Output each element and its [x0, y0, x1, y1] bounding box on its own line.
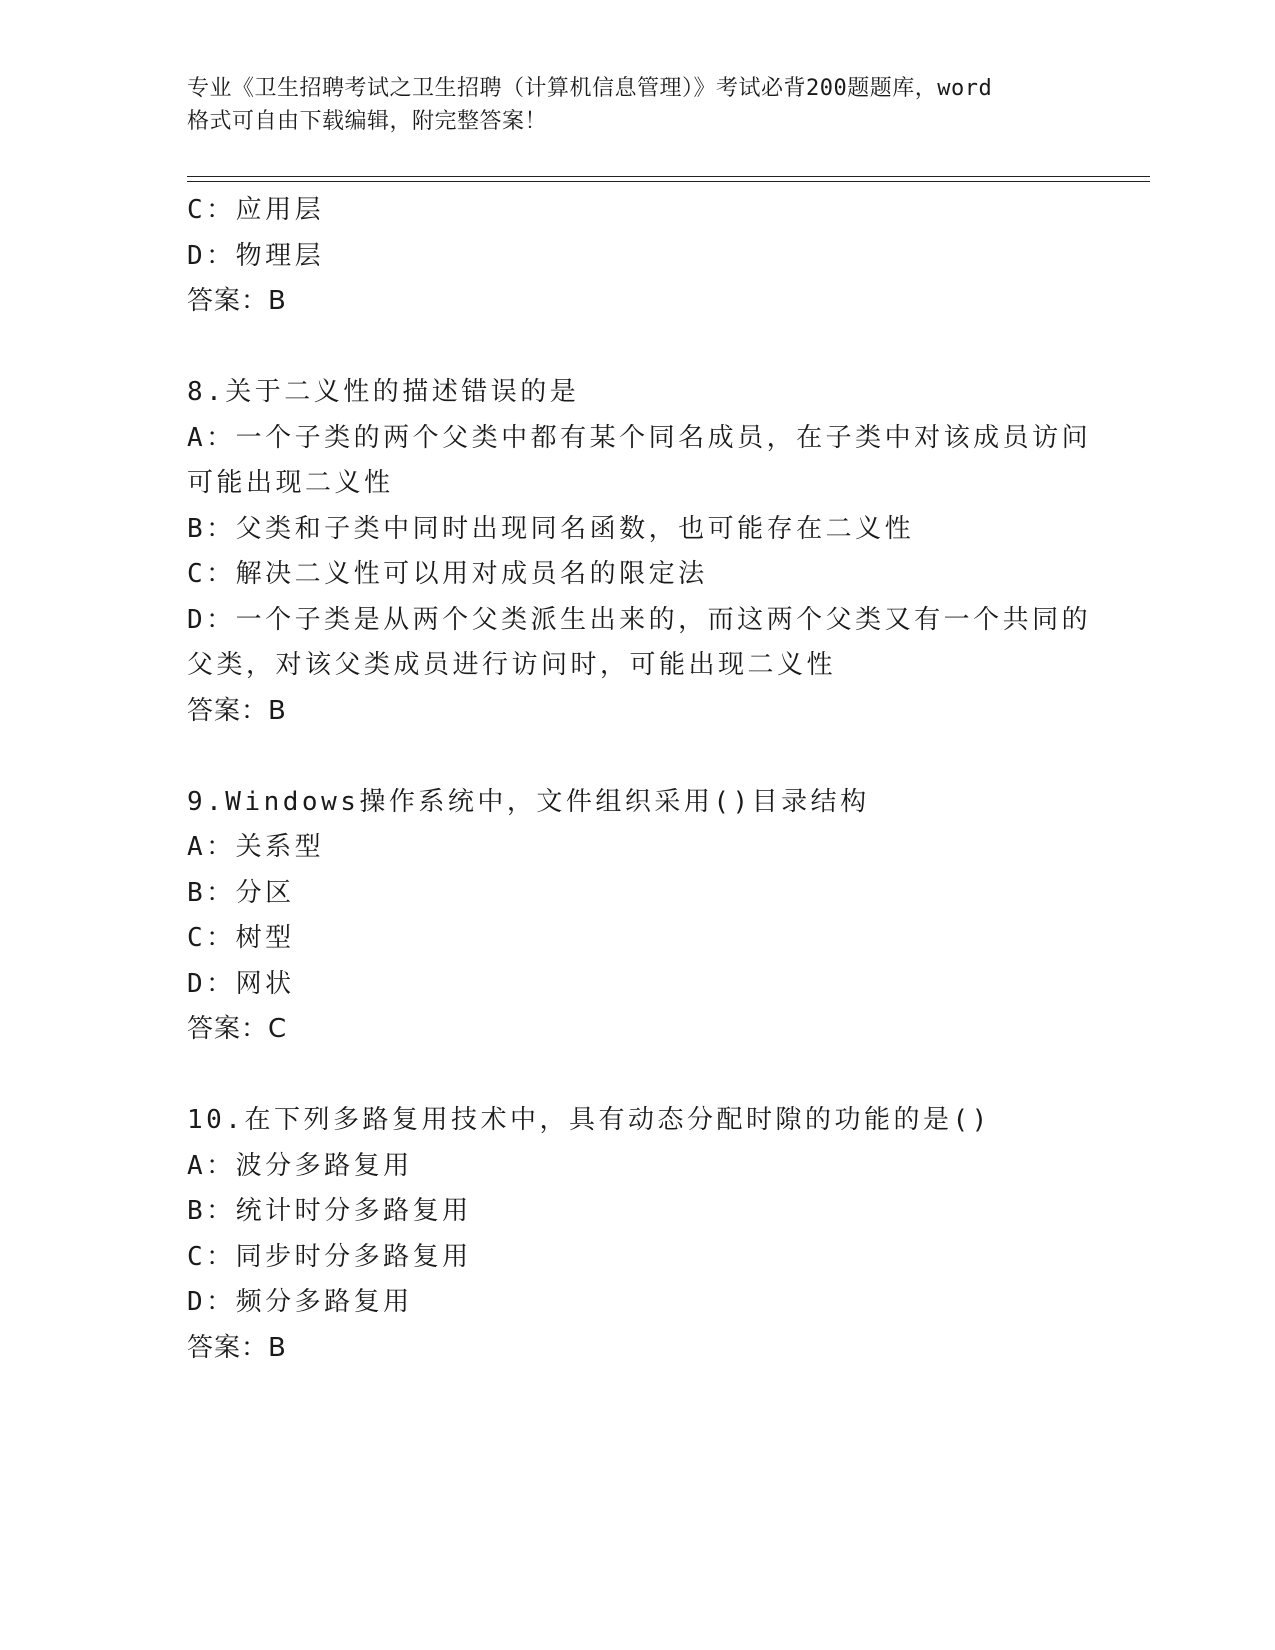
option-a-continued: 可能出现二义性 [187, 468, 394, 498]
option-d-continued: 父类，对该父类成员进行访问时，可能出现二义性 [187, 650, 837, 680]
previous-question-tail [187, 188, 1087, 325]
header-line-2: 格式可自由下载编辑，附完整答案！ [187, 109, 548, 134]
question-10 [187, 1098, 1087, 1371]
question-8 [187, 370, 1092, 734]
option-b: B：分区 [187, 877, 295, 908]
question-9 [187, 780, 1087, 1053]
option-c: C：解决二义性可以用对成员名的限定法 [187, 559, 708, 589]
question-list [187, 188, 1092, 1371]
option-d: D：频分多路复用 [187, 1287, 413, 1317]
question-text: 8.关于二义性的描述错误的是 [187, 377, 580, 407]
option-c: C：应用层 [187, 195, 325, 225]
option-d: D：网状 [187, 968, 295, 999]
question-spacer [187, 1053, 1087, 1099]
option-c: C：同步时分多路复用 [187, 1241, 472, 1272]
header-divider [187, 176, 1150, 182]
answer: 答案：B [187, 1332, 287, 1363]
option-b: B：统计时分多路复用 [187, 1196, 472, 1226]
answer: 答案：C [187, 1014, 288, 1044]
header-line-1: 专业《卫生招聘考试之卫生招聘（计算机信息管理）》考试必背200题题库，word [187, 76, 993, 101]
option-d: D：一个子类是从两个父类派生出来的，而这两个父类又有一个共同的 [187, 604, 1092, 635]
question-spacer [187, 734, 1087, 780]
question-spacer [187, 325, 1087, 371]
option-c: C：树型 [187, 923, 295, 953]
option-a: A：关系型 [187, 832, 325, 862]
answer: 答案：B [187, 695, 287, 726]
option-a: A：波分多路复用 [187, 1150, 413, 1181]
option-d: D：物理层 [187, 240, 325, 271]
answer: 答案：B [187, 286, 287, 316]
option-a: A：一个子类的两个父类中都有某个同名成员，在子类中对该成员访问 [187, 422, 1092, 453]
question-text: 10.在下列多路复用技术中，具有动态分配时隙的功能的是() [187, 1105, 991, 1135]
question-text: 9.Windows操作系统中，文件组织采用()目录结构 [187, 786, 870, 817]
option-b: B：父类和子类中同时出现同名函数，也可能存在二义性 [187, 513, 915, 544]
document-header [187, 72, 1087, 138]
